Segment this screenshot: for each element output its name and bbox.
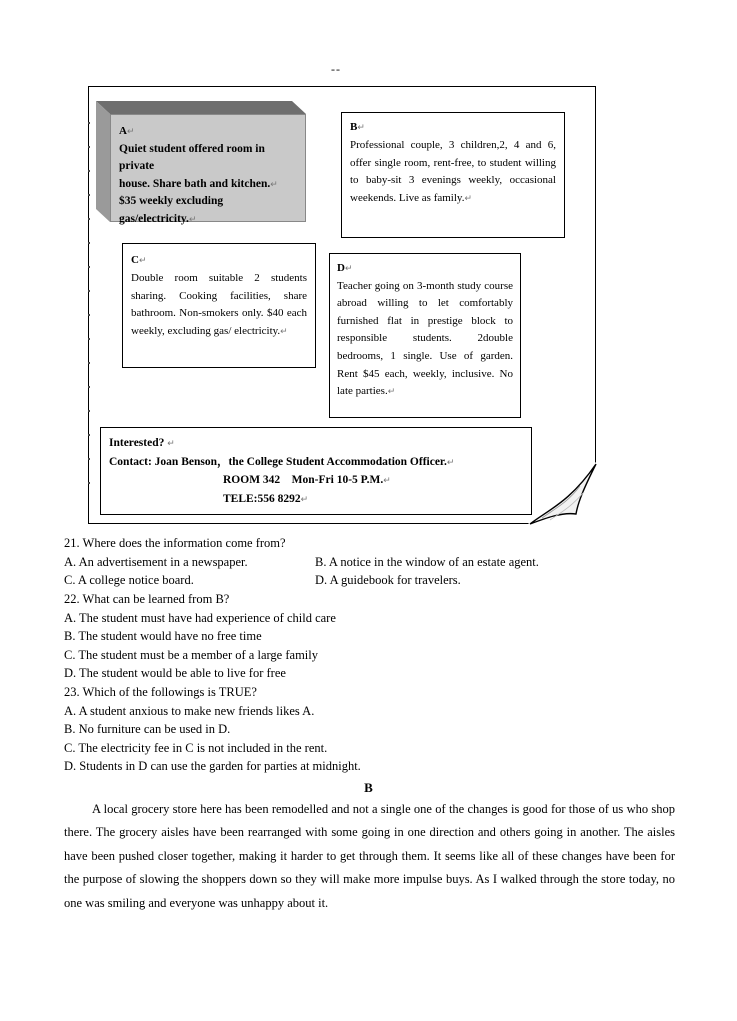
question-23-option-d: D. Students in D can use the garden for parties at midnight. xyxy=(64,759,361,774)
question-23-option-b: B. No furniture can be used in D. xyxy=(64,722,231,737)
section-b-passage: A local grocery store here has been remodelled and not a single one of the changes is good for those of us who shop there. The grocery aisles have been rearranged with some going in one direction and others going in another. The aisles have been pushed closer together, making it harder to get through them. It seems like all of these changes have been for the purpose of slowing the shoppers down so they will make more impulse buys. As I walked through the store today, no one was smiling and everyone was unhappy about it. xyxy=(64,802,675,910)
page-curl-icon xyxy=(528,462,600,526)
question-23-option-c: C. The electricity fee in C is not included in the rent. xyxy=(64,740,328,755)
question-23-option-a: A. A student anxious to make new friends likes A. xyxy=(64,703,315,718)
question-23 xyxy=(64,683,361,776)
section-b-title: B xyxy=(364,780,373,795)
notice-b-label: B xyxy=(350,121,358,133)
contact-name: Contact: Joan Benson，the College Student Accommodation Officer. xyxy=(109,455,447,468)
page-marker: -- xyxy=(331,62,341,76)
question-23-stem: 23. Which of the followings is TRUE? xyxy=(64,685,257,699)
contact-room: ROOM 342 Mon-Fri 10-5 P.M. xyxy=(223,474,384,486)
contact-interested: Interested? xyxy=(109,437,165,449)
question-21-option-c: C. A college notice board. xyxy=(64,573,194,588)
notice-c-label: C xyxy=(131,254,139,266)
notice-d: D↵ Teacher going on 3-month study course abroad willing to let comfortably furnished flat in prestige block to responsible students. 2double bedrooms, 1 single. Use of garden. Rent $45 each, weekly, inclusive. No late parties.↵ xyxy=(329,253,521,418)
contact-tele: TELE:556 8292 xyxy=(223,492,301,505)
question-22-option-a: A. The student must have had experience of child care xyxy=(64,610,336,625)
board-binding-dots xyxy=(88,100,92,500)
question-22-stem: 22. What can be learned from B? xyxy=(64,592,230,606)
contact-box: Interested? ↵ Contact: Joan Benson，the College Student Accommodation Officer.↵ ROOM 342 Mon-Fri 10-5 P.M.↵ TELE:556 8292↵ xyxy=(100,427,532,515)
notice-b-text: Professional couple, 3 children,2, 4 and 6, offer single room, rent-free, to student willing to baby-sit 3 evenings weekly, occasional weekends. Live as family. xyxy=(350,138,556,205)
notice-c: C↵ Double room suitable 2 students sharing. Cooking facilities, share bathroom. Non-smokers only. $40 each weekly, excluding gas/ electricity.↵ xyxy=(122,243,316,368)
question-21-option-a: A. An advertisement in a newspaper. xyxy=(64,554,248,569)
notice-a-line-1: Quiet student offered room in private xyxy=(119,142,265,172)
notice-a-label: A xyxy=(119,125,127,137)
question-22-option-b: B. The student would have no free time xyxy=(64,629,262,644)
notice-b: B↵ Professional couple, 3 children,2, 4 and 6, offer single room, rent-free, to student willing to baby-sit 3 evenings weekly, occasional weekends. Live as family.↵ xyxy=(341,112,565,238)
question-22-option-c: C. The student must be a member of a large family xyxy=(64,647,318,662)
question-21-stem: 21. Where does the information come from? xyxy=(64,536,286,550)
notice-c-text: Double room suitable 2 students sharing. Cooking facilities, share bathroom. Non-smokers only. $40 each weekly, excluding gas/ electricity. xyxy=(131,271,307,338)
notice-d-text: Teacher going on 3-month study course abroad willing to let comfortably furnished flat in prestige block to responsible students. 2double bedrooms, 1 single. Use of garden. Rent $45 each, weekly, inclusive. No late parties. xyxy=(337,279,513,398)
notice-d-label: D xyxy=(337,262,345,274)
question-22-option-d: D. The student would be able to live for free xyxy=(64,666,286,681)
question-21-option-d: D. A guidebook for travelers. xyxy=(315,573,461,588)
notice-a: A↵ Quiet student offered room in private house. Share bath and kitchen.↵ $35 weekly excluding gas/electricity.↵ xyxy=(110,114,306,222)
notice-a-line-2: house. Share bath and kitchen. xyxy=(119,177,271,190)
question-21-option-b: B. A notice in the window of an estate agent. xyxy=(315,554,539,569)
question-22 xyxy=(64,590,336,683)
notice-a-line-3: $35 weekly excluding gas/electricity. xyxy=(119,195,224,225)
question-21 xyxy=(64,534,539,590)
